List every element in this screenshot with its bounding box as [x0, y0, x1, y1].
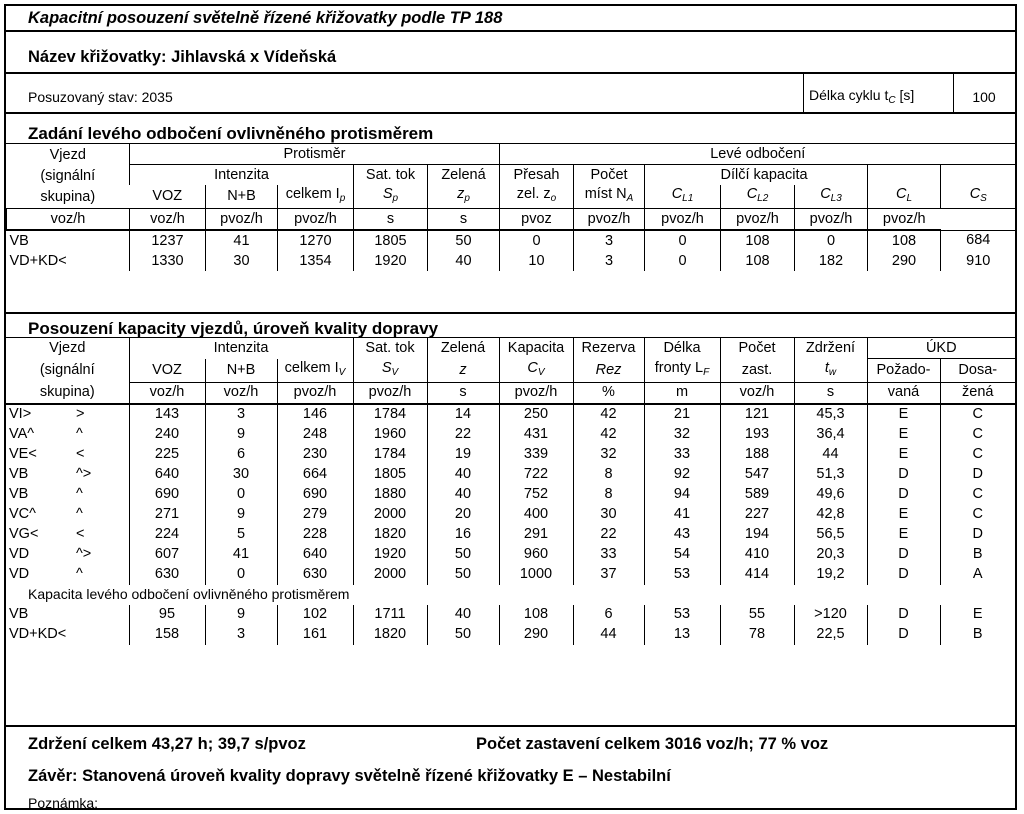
hdr-pocet: Počet — [574, 165, 645, 186]
table-cell: 50 — [427, 545, 499, 565]
table-cell: 41 — [205, 545, 277, 565]
table-cell: 30 — [205, 465, 277, 485]
table-cell: 960 — [499, 545, 573, 565]
table-cell: 94 — [644, 485, 720, 505]
hdr-cl: $C_L$ — [868, 185, 941, 209]
hdr2-z: z — [427, 359, 499, 383]
unit-cell: pvoz/h — [278, 209, 354, 231]
hdr-voz: VOZ — [130, 185, 206, 209]
table-row — [6, 485, 1015, 505]
table-cell: 92 — [644, 465, 720, 485]
table-cell: 0 — [205, 485, 277, 505]
table-cell: C — [940, 445, 1015, 465]
approach-name: VD+KD< — [9, 626, 67, 642]
table-row — [6, 505, 1015, 525]
table-cell: 121 — [720, 404, 794, 425]
table-cell: 6 — [573, 605, 644, 625]
table-cell: 9 — [205, 605, 277, 625]
table-cell: 664 — [277, 465, 353, 485]
unit-cell: voz/h — [720, 382, 794, 404]
hdr-cl2: $C_{L2}$ — [721, 185, 795, 209]
table-cell: E — [940, 605, 1015, 625]
table-cell: 3 — [205, 625, 277, 645]
hdr2-tw: $t_w$ — [794, 359, 867, 383]
table-cell: 8 — [573, 485, 644, 505]
hdr-zel-zo: zel. $z_o$ — [500, 185, 574, 209]
table-cell: 0 — [645, 251, 721, 271]
state-label: Posuzovaný stav: 2035 — [28, 89, 173, 105]
row-approach: VD+KD< — [9, 252, 67, 269]
row-approach — [6, 485, 129, 505]
table-cell: A — [940, 565, 1015, 585]
table-cell: 50 — [428, 230, 500, 251]
movement-arrow: ^ — [76, 486, 83, 502]
table-row — [6, 625, 1015, 645]
table-cell: D — [867, 545, 940, 565]
left-turn-table — [6, 144, 1016, 271]
table-cell: 271 — [129, 505, 205, 525]
hdr2-delka: Délka — [644, 338, 720, 359]
approach-name: VG< — [9, 526, 39, 542]
table-cell: 102 — [277, 605, 353, 625]
row-approach — [6, 465, 129, 485]
table-cell: 42 — [573, 425, 644, 445]
hdr-sp: $S_p$ — [354, 185, 428, 209]
approach-name: VE< — [9, 446, 37, 462]
approach-name: VD — [9, 566, 30, 582]
table-cell: 42 — [573, 404, 644, 425]
table-cell: 279 — [277, 505, 353, 525]
hdr-zp: $z_p$ — [428, 185, 500, 209]
state-row — [6, 74, 1015, 114]
table-cell: 248 — [277, 425, 353, 445]
table-cell: 13 — [644, 625, 720, 645]
intersection-name: Název křižovatky: Jihlavská x Vídeňská — [6, 32, 1015, 74]
table-row — [6, 404, 1015, 425]
hdr2-zast: zast. — [720, 359, 794, 383]
table-cell: 0 — [500, 230, 574, 251]
table-cell: 10 — [500, 251, 574, 271]
cycle-label: Délka cyklu $t_C$ [s] — [809, 87, 915, 106]
table-cell: 44 — [794, 445, 867, 465]
hdr-cs: $C_S$ — [941, 185, 1016, 209]
summary-block — [6, 725, 1015, 810]
table-cell: 1805 — [354, 230, 428, 251]
table-cell: 2000 — [353, 565, 427, 585]
approach-name: VI> — [9, 406, 32, 422]
hdr2-cv: $C_V$ — [499, 359, 573, 383]
table-cell: 227 — [720, 505, 794, 525]
table-cell: 49,6 — [794, 485, 867, 505]
table-cell: E — [867, 404, 940, 425]
table-cell: 50 — [427, 565, 499, 585]
table-cell: 158 — [129, 625, 205, 645]
hdr2-dosazena: Dosa- — [940, 359, 1015, 383]
table-cell: E — [867, 445, 940, 465]
table-cell: 108 — [721, 230, 795, 251]
table-cell: E — [867, 505, 940, 525]
table-cell: 194 — [720, 525, 794, 545]
unit-cell: pvoz/h — [499, 382, 573, 404]
hdr-cl1: $C_{L1}$ — [645, 185, 721, 209]
table-cell: 22,5 — [794, 625, 867, 645]
table-cell: 21 — [644, 404, 720, 425]
table-cell: 630 — [277, 565, 353, 585]
table-cell: 547 — [720, 465, 794, 485]
table-cell: C — [940, 425, 1015, 445]
table-cell: 1354 — [278, 251, 354, 271]
table-cell: 51,3 — [794, 465, 867, 485]
unit-cell: voz/h — [205, 382, 277, 404]
unit-cell: pvoz/h — [206, 209, 278, 231]
table-row — [7, 251, 1016, 271]
table-cell: 55 — [720, 605, 794, 625]
movement-arrow: ^ — [76, 566, 83, 582]
row-approach — [6, 505, 129, 525]
hdr-presah: Přesah — [500, 165, 574, 186]
table-cell: 1805 — [353, 465, 427, 485]
summary-delay: Zdržení celkem 43,27 h; 39,7 s/pvoz — [28, 735, 306, 753]
unit-cell: s — [427, 382, 499, 404]
hdr2-vjezd-2: (signální — [39, 361, 95, 378]
unit-cell: pvoz/h — [795, 209, 868, 231]
unit-cell: s — [794, 382, 867, 404]
hdr-celkem: celkem $I_p$ — [278, 185, 354, 209]
unit-cell: voz/h — [7, 209, 130, 231]
hdr2-intenzita: Intenzita — [213, 339, 269, 356]
table-cell: D — [867, 605, 940, 625]
unit-cell: pvoz/h — [574, 209, 645, 231]
table-cell: 20 — [427, 505, 499, 525]
table-row — [6, 445, 1015, 465]
table-cell: 431 — [499, 425, 573, 445]
table-cell: 40 — [427, 605, 499, 625]
capacity-table — [6, 338, 1015, 645]
table-cell: 95 — [129, 605, 205, 625]
table-cell: 339 — [499, 445, 573, 465]
row-approach — [6, 545, 129, 565]
table-cell: 9 — [205, 425, 277, 445]
table-cell: 3 — [205, 404, 277, 425]
table-cell: D — [867, 465, 940, 485]
table-cell: 1820 — [353, 625, 427, 645]
hdr-zelena: Zelená — [428, 165, 500, 186]
table-cell: 1330 — [130, 251, 206, 271]
table-cell: 640 — [129, 465, 205, 485]
table-cell: D — [867, 485, 940, 505]
table-cell: 14 — [427, 404, 499, 425]
table-cell: C — [940, 505, 1015, 525]
table-cell: 108 — [499, 605, 573, 625]
approach-name: VD — [9, 546, 30, 562]
table-cell: 146 — [277, 404, 353, 425]
unit-cell: s — [428, 209, 500, 231]
table-cell: 630 — [129, 565, 205, 585]
approach-name: VC^ — [9, 506, 36, 522]
table-cell: 410 — [720, 545, 794, 565]
table-cell: 290 — [499, 625, 573, 645]
table-cell: 108 — [868, 230, 941, 251]
row-approach — [6, 525, 129, 545]
table-cell: 1960 — [353, 425, 427, 445]
summary-stops: Počet zastavení celkem 3016 voz/h; 77 % voz — [476, 735, 829, 753]
table-cell: B — [940, 625, 1015, 645]
table-cell: 2000 — [353, 505, 427, 525]
table-cell: 193 — [720, 425, 794, 445]
table-cell: 414 — [720, 565, 794, 585]
table-cell: 3 — [574, 251, 645, 271]
table-cell: 40 — [428, 251, 500, 271]
table-cell: D — [867, 625, 940, 645]
table-cell: 108 — [721, 251, 795, 271]
table-cell: 400 — [499, 505, 573, 525]
table-cell: 40 — [427, 465, 499, 485]
row-approach — [6, 425, 129, 445]
row-approach — [6, 404, 129, 425]
table-cell: 143 — [129, 404, 205, 425]
table-cell: 41 — [206, 230, 278, 251]
table-cell: D — [940, 465, 1015, 485]
table-cell: 161 — [277, 625, 353, 645]
table-cell: 30 — [206, 251, 278, 271]
table-cell: 722 — [499, 465, 573, 485]
table-cell: B — [940, 545, 1015, 565]
row-approach: VB — [7, 230, 130, 251]
table-cell: 9 — [205, 505, 277, 525]
hdr-cl3: $C_{L3}$ — [795, 185, 868, 209]
table-cell: 44 — [573, 625, 644, 645]
table-row — [6, 565, 1015, 585]
table-cell: 752 — [499, 485, 573, 505]
table-cell: 290 — [868, 251, 941, 271]
table-cell: 19 — [427, 445, 499, 465]
table-cell: 1237 — [130, 230, 206, 251]
hdr-leve-odboceni: Levé odbočení — [500, 144, 1016, 165]
table-row — [6, 605, 1015, 625]
unit-cell: žená — [940, 382, 1015, 404]
table-cell: 53 — [644, 605, 720, 625]
unit-cell: voz/h — [130, 209, 206, 231]
table-cell: 54 — [644, 545, 720, 565]
unit-cell: pvoz/h — [353, 382, 427, 404]
hdr2-celkem: celkem $I_V$ — [277, 359, 353, 383]
table-cell: 3 — [574, 230, 645, 251]
hdr-sat-tok: Sat. tok — [354, 165, 428, 186]
conclusion: Závěr: Stanovená úroveň kvality dopravy světelně řízené křižovatky E – Nestabilní — [28, 767, 671, 785]
table-cell: 1000 — [499, 565, 573, 585]
section1-title: Zadání levého odbočení ovlivněného protisměrem — [6, 114, 1015, 144]
table-cell: 56,5 — [794, 525, 867, 545]
unit-cell: pvoz/h — [868, 209, 941, 231]
hdr2-zdrzeni: Zdržení — [794, 338, 867, 359]
table-cell: 224 — [129, 525, 205, 545]
row-approach — [6, 605, 129, 625]
cycle-value: 100 — [972, 89, 996, 105]
table-cell: 182 — [795, 251, 868, 271]
row-approach — [6, 625, 129, 645]
table-cell: 41 — [644, 505, 720, 525]
hdr2-vjezd-3: skupina) — [6, 382, 129, 404]
table-cell: 43 — [644, 525, 720, 545]
table-cell: 45,3 — [794, 404, 867, 425]
table-cell: 42,8 — [794, 505, 867, 525]
table-row — [6, 425, 1015, 445]
table-cell: 1820 — [353, 525, 427, 545]
table-cell: E — [867, 425, 940, 445]
hdr2-kapacita: Kapacita — [499, 338, 573, 359]
approach-name: VB — [9, 486, 29, 502]
left-turn-subheading: Kapacita levého odbočení ovlivněného protisměrem — [28, 586, 350, 602]
table-cell: 1784 — [353, 445, 427, 465]
unit-cell: vaná — [867, 382, 940, 404]
table-cell: 0 — [205, 565, 277, 585]
table-cell: 0 — [645, 230, 721, 251]
table-cell: 240 — [129, 425, 205, 445]
table-row — [6, 465, 1015, 485]
unit-cell: pvoz — [500, 209, 574, 231]
table-cell: 640 — [277, 545, 353, 565]
hdr-protismer: Protisměr — [130, 144, 500, 165]
table-cell: >120 — [794, 605, 867, 625]
table-row — [6, 545, 1015, 565]
table-cell: 291 — [499, 525, 573, 545]
table-cell: D — [867, 565, 940, 585]
table-cell: 188 — [720, 445, 794, 465]
table-cell: 33 — [573, 545, 644, 565]
table-cell: 5 — [205, 525, 277, 545]
table-cell: 20,3 — [794, 545, 867, 565]
movement-arrow: > — [76, 406, 85, 422]
unit-cell: pvoz/h — [721, 209, 795, 231]
unit-cell: pvoz/h — [645, 209, 721, 231]
unit-cell: pvoz/h — [277, 382, 353, 404]
table-cell: 910 — [941, 251, 1016, 271]
section2-title: Posouzení kapacity vjezdů, úroveň kvality dopravy — [6, 312, 1015, 338]
movement-arrow: ^ — [76, 426, 83, 442]
table-cell: 1880 — [353, 485, 427, 505]
table-cell: 22 — [573, 525, 644, 545]
table-cell: 690 — [277, 485, 353, 505]
table-cell: 40 — [427, 485, 499, 505]
movement-arrow: ^> — [76, 546, 92, 562]
table-cell: 32 — [644, 425, 720, 445]
hdr2-ukd: ÚKD — [867, 338, 1015, 359]
table-cell: 19,2 — [794, 565, 867, 585]
movement-arrow: < — [76, 526, 85, 542]
row-approach — [6, 445, 129, 465]
approach-name: VB — [9, 466, 29, 482]
hdr-dilci-kapacita: Dílčí kapacita — [720, 166, 808, 183]
units-row-2 — [6, 382, 1015, 404]
unit-cell: % — [573, 382, 644, 404]
table-cell: 589 — [720, 485, 794, 505]
report-title: Kapacitní posouzení světelně řízené křižovatky podle TP 188 — [6, 6, 1015, 32]
approach-name: VA^ — [9, 426, 35, 442]
table-cell: D — [940, 525, 1015, 545]
movement-arrow: ^> — [76, 466, 92, 482]
table-cell: 228 — [277, 525, 353, 545]
table-cell: C — [940, 485, 1015, 505]
movement-arrow: < — [76, 446, 85, 462]
table-cell: 8 — [573, 465, 644, 485]
hdr2-sat-tok: Sat. tok — [353, 338, 427, 359]
unit-cell: s — [354, 209, 428, 231]
hdr2-sv: $S_V$ — [353, 359, 427, 383]
table-cell: 250 — [499, 404, 573, 425]
movement-arrow: ^ — [76, 506, 83, 522]
hdr2-zelena: Zelená — [427, 338, 499, 359]
unit-cell: m — [644, 382, 720, 404]
hdr-vjezd: Vjezd (signální skupina) — [7, 144, 130, 209]
table-cell: 1920 — [353, 545, 427, 565]
table-cell: 50 — [427, 625, 499, 645]
hdr2-pocet: Počet — [720, 338, 794, 359]
table-cell: 36,4 — [794, 425, 867, 445]
table-cell: 230 — [277, 445, 353, 465]
table-cell: 30 — [573, 505, 644, 525]
table-cell: 690 — [129, 485, 205, 505]
table-cell: 6 — [205, 445, 277, 465]
table-cell: 225 — [129, 445, 205, 465]
table-cell: 78 — [720, 625, 794, 645]
table-cell: 16 — [427, 525, 499, 545]
table-cell: 0 — [795, 230, 868, 251]
table-cell: E — [867, 525, 940, 545]
hdr2-nb: N+B — [205, 359, 277, 383]
table-cell: 37 — [573, 565, 644, 585]
table-cell: 684 — [941, 230, 1016, 251]
table-cell: 1920 — [354, 251, 428, 271]
table-cell: 22 — [427, 425, 499, 445]
report-sheet — [4, 4, 1017, 810]
table-row — [6, 525, 1015, 545]
approach-name: VB — [9, 606, 29, 622]
hdr2-rez: Rez — [573, 359, 644, 383]
table-cell: 53 — [644, 565, 720, 585]
table-cell: 1784 — [353, 404, 427, 425]
table-cell: 1711 — [353, 605, 427, 625]
row-approach — [6, 565, 129, 585]
hdr2-fronty: fronty $L_F$ — [644, 359, 720, 383]
hdr-mist-na: míst $N_A$ — [574, 185, 645, 209]
hdr-nb: N+B — [206, 185, 278, 209]
units-row — [7, 209, 1016, 231]
hdr2-pozadovana: Požado- — [867, 359, 940, 383]
table-cell: 32 — [573, 445, 644, 465]
hdr2-vjezd: Vjezd — [49, 339, 86, 356]
table-row — [7, 230, 1016, 251]
hdr2-rezerva: Rezerva — [573, 338, 644, 359]
unit-cell: voz/h — [129, 382, 205, 404]
hdr2-voz: VOZ — [129, 359, 205, 383]
table-cell: C — [940, 404, 1015, 425]
hdr-intenzita: Intenzita — [214, 166, 269, 183]
note-label: Poznámka: — [28, 795, 99, 811]
table-cell: 607 — [129, 545, 205, 565]
table-cell: 1270 — [278, 230, 354, 251]
table-cell: 33 — [644, 445, 720, 465]
